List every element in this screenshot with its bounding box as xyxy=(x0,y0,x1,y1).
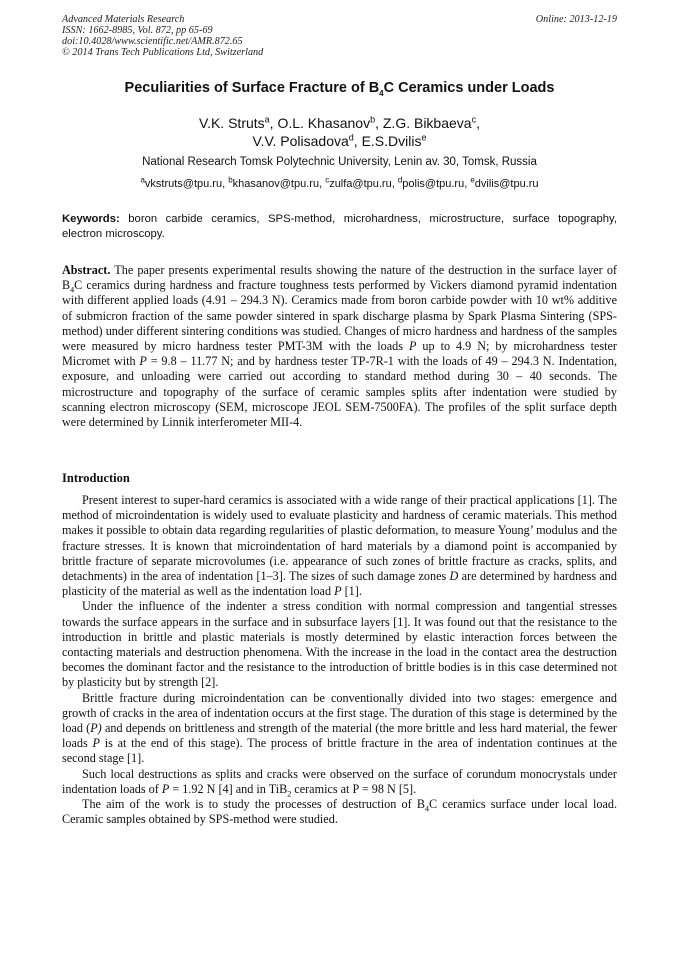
email-link[interactable]: dvilis@tpu.ru xyxy=(474,178,539,190)
author-name: O.L. Khasanov xyxy=(277,115,371,131)
author-name: E.S.Dvilis xyxy=(361,133,422,149)
keywords-label: Keywords: xyxy=(62,213,120,225)
doi-line: doi:10.4028/www.scientific.net/AMR.872.65 xyxy=(62,36,243,47)
paragraph: Under the influence of the indenter a stress condition with normal compression and tangential stresses towards the surface appears in the surface and in subsurface layers [1]. It was found out that the resistance to the introduction in brittle and plastic materials is mostly determined by elastic interaction forces between the contacting materials and destruction phenomena. With the increase in the load in the contact area the destruction becomes the dominant factor and the resistance to the introduction of brittle bodies is in this case determined not by plasticity but by strength [2]. xyxy=(62,599,617,690)
author-name: V.K. Struts xyxy=(199,115,265,131)
journal-name: Advanced Materials Research xyxy=(62,14,185,25)
issn-line: ISSN: 1662-8985, Vol. 872, pp 65-69 xyxy=(62,25,213,36)
journal-header xyxy=(62,14,617,58)
introduction-body xyxy=(62,493,617,827)
keywords-text: boron carbide ceramics, SPS-method, microhardness, microstructure, surface topography, electron microscopy. xyxy=(62,213,617,240)
paper-title: Peculiarities of Surface Fracture of $B_4C$ Ceramics under Loads xyxy=(124,80,555,98)
email-link[interactable]: vkstruts@tpu.ru xyxy=(144,178,223,190)
affiliation: National Research Tomsk Polytechnic University, Lenin av. 30, Tomsk, Russia xyxy=(142,156,537,168)
author-name: V.V. Polisadova xyxy=(252,133,349,149)
email-link[interactable]: zulfa@tpu.ru xyxy=(329,178,392,190)
author-name: Z.G. Bikbaeva xyxy=(382,115,472,131)
email-list: $^a$vkstruts@tpu.ru, $^b$khasanov@tpu.ru, $^c$zulfa@tpu.ru, $^d$polis@tpu.ru, $^e$dvilis@tpu.ru xyxy=(140,175,539,190)
keywords xyxy=(62,212,617,242)
abstract: Abstract. The paper presents experimental results showing the nature of the destruction in the surface layer of $B_4C$ ceramics during hardness and fracture toughness tests performed by Vickers diamond pyramid indentation with different applied loads (4.91 – 294.3 N). Ceramics made from boron carbide powder with 10 wt% additive of submicron fraction of the same powder sintered in spark discharge plasma by Spark Plasma Sintering (SPS-method) under different sintering conditions was studied. Changes of micro hardness and hardness of the samples were measured by micro hardness tester PMT-3M with the loads P up to 4.9 N; by microhardness tester Micromet with P = 9.8 – 11.77 N; and by hardness tester TP-7R-1 with the loads of 49 – 294.3 N. Indentation, exposure, and unloading were carried out according to standard method during 30 – 40 seconds. The microstructure and topography of the surface of ceramic samples splits after indentation were studied by scanning electron microscopy (SEM, microscope JEOL SEM-7500FA). The profiles of the split surface depth were determined by Linnik interferometer MII-4. xyxy=(62,263,618,430)
author-list: V.K. Struts$^a$, O.L. Khasanov$^b$, Z.G. Bikbaeva$^c$, V.V. Polisadova$^d$, E.S.Dvilis$^e$ xyxy=(199,114,480,149)
paragraph: Such local destructions as splits and cracks were observed on the surface of corundum monocrystals under indentation loads of P = 1.92 N [4] and in TiB$_2$ ceramics at P = 98 N [5]. xyxy=(62,766,617,799)
online-date: Online: 2013-12-19 xyxy=(535,14,617,25)
copyright-line: © 2014 Trans Tech Publications Ltd, Switzerland xyxy=(62,47,264,58)
abstract-label: Abstract. xyxy=(62,263,111,277)
paragraph: The aim of the work is to study the processes of destruction of $B_4C$ ceramics surface under local load. Ceramic samples obtained by SPS-method were studied. xyxy=(62,797,617,827)
email-link[interactable]: polis@tpu.ru xyxy=(402,178,465,190)
paragraph: Brittle fracture during microindentation can be conventionally divided into two stages: emergence and growth of cracks in the area of indentation occurs at the first stage. The duration of this stage is determined by the load (P) and depends on brittleness and strength of the material (the more brittle and less hard material, the fewer loads P is at the end of this stage). The process of brittle fracture in the area of indentation continues at the second stage [1]. xyxy=(62,690,617,766)
section-heading-introduction: Introduction xyxy=(62,471,130,485)
paragraph: Present interest to super-hard ceramics is associated with a wide range of their practical applications [1]. The method of microindentation is widely used to evaluate plasticity and hardness of ceramic materials. This method makes it possible to obtain data regarding regularities of plastic deformation, to measure Young’ modulus and the fracture stresses. It is known that microindentation of hard materials by a diamond point is accompanied by brittle fracture of separate microvolumes (i.e. appearance of such zones of brittle fracture as cracks, splits, and detachments) in the area of indentation [1–3]. The sizes of such damage zones D are determined by hardness and plasticity of the material as well as the indentation load P [1]. xyxy=(62,493,617,599)
email-link[interactable]: khasanov@tpu.ru xyxy=(232,178,320,190)
